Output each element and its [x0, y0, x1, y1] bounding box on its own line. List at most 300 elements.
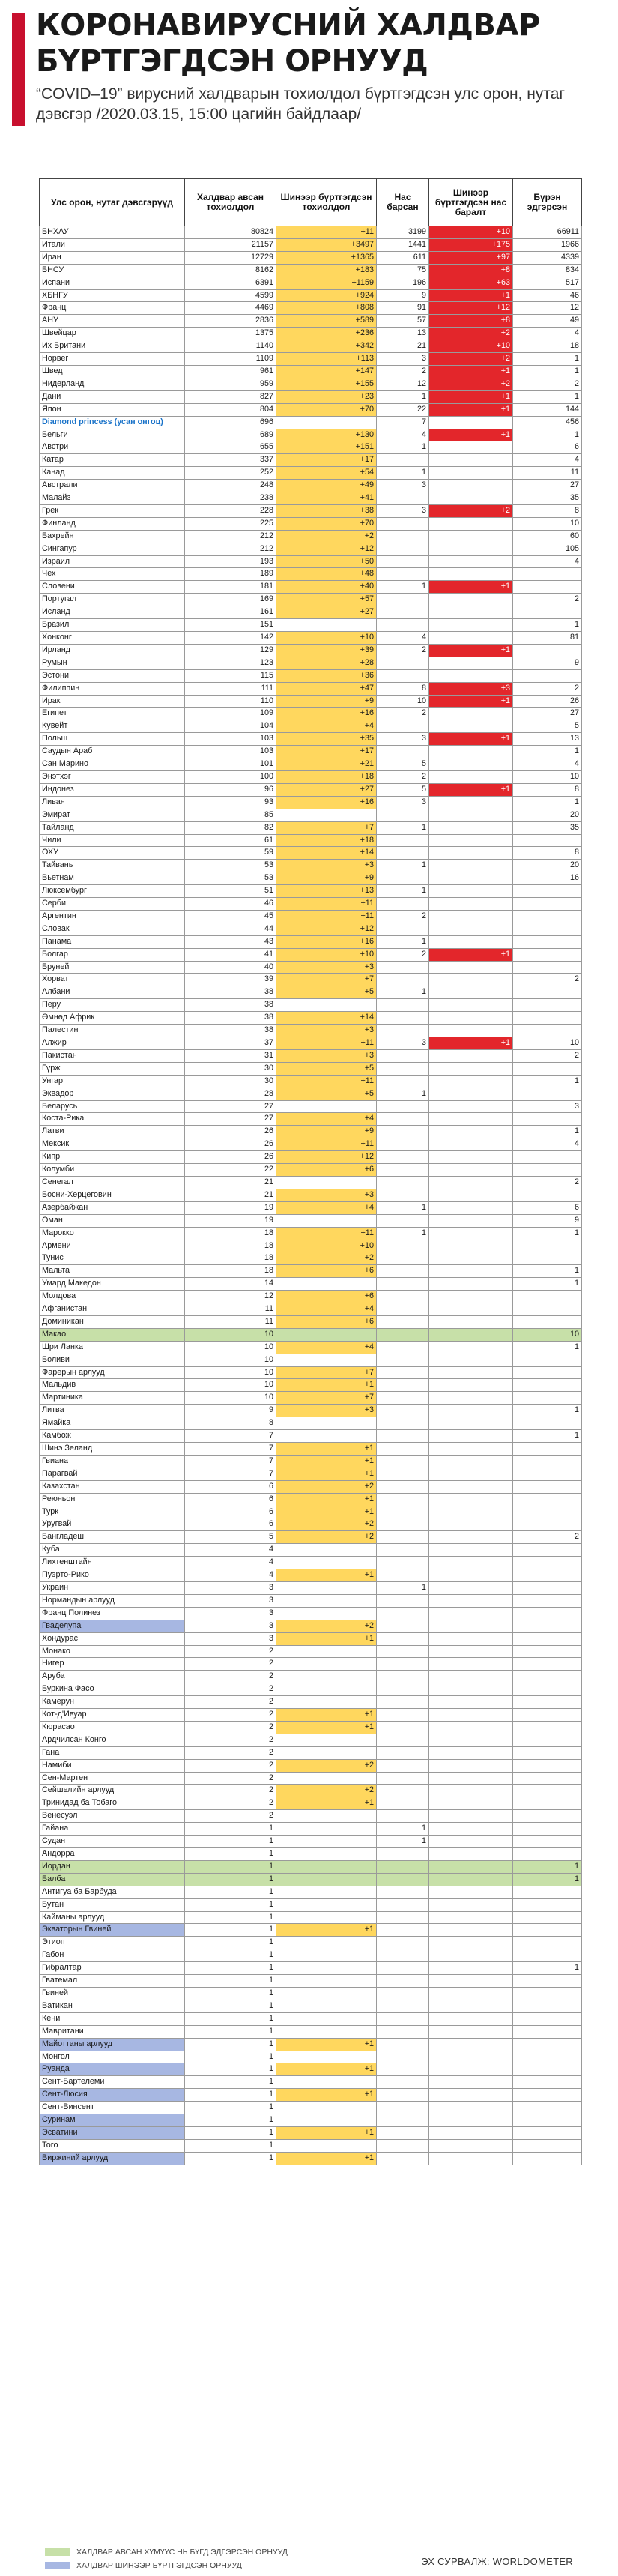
cell-deaths	[377, 809, 429, 821]
cell-country: Словак	[40, 923, 185, 935]
cell-recovered	[513, 606, 582, 619]
cell-new-deaths	[429, 1987, 513, 2000]
cell-deaths	[377, 2139, 429, 2152]
cell-deaths	[377, 1303, 429, 1316]
cell-recovered	[513, 2102, 582, 2114]
cell-recovered: 18	[513, 340, 582, 353]
cell-deaths	[377, 898, 429, 911]
table-row	[40, 1291, 582, 1303]
cell-new-cases: +7	[276, 821, 377, 834]
cell-deaths	[377, 2152, 429, 2165]
cell-deaths	[377, 1620, 429, 1632]
cell-new-cases: +7	[276, 1366, 377, 1379]
cell-country: Шри Ланка	[40, 1341, 185, 1354]
cell-country: Люксембург	[40, 885, 185, 898]
cell-recovered	[513, 1480, 582, 1493]
cell-new-deaths	[429, 935, 513, 948]
cell-new-deaths	[429, 1924, 513, 1937]
table-row	[40, 1303, 582, 1316]
cell-new-deaths	[429, 492, 513, 505]
cell-recovered: 2	[513, 1176, 582, 1189]
cell-total-cases: 59	[185, 847, 276, 860]
cell-total-cases: 1	[185, 1962, 276, 1975]
cell-country: Бразил	[40, 619, 185, 632]
cell-recovered: 1966	[513, 238, 582, 251]
table-row	[40, 1759, 582, 1772]
cell-new-deaths	[429, 1823, 513, 1836]
cell-total-cases: 1	[185, 2076, 276, 2089]
cell-total-cases: 1	[185, 1949, 276, 1962]
cell-deaths: 1	[377, 885, 429, 898]
cell-new-deaths	[429, 1126, 513, 1138]
cell-deaths	[377, 746, 429, 758]
cell-new-cases: +35	[276, 733, 377, 746]
cell-country: Малайз	[40, 492, 185, 505]
cell-new-cases: +589	[276, 315, 377, 328]
cell-total-cases: 18	[185, 1227, 276, 1240]
cell-new-cases	[276, 2012, 377, 2025]
cell-deaths	[377, 1911, 429, 1924]
table-row	[40, 1176, 582, 1189]
cell-new-deaths	[429, 986, 513, 999]
cell-country: Кайманы арлууд	[40, 1911, 185, 1924]
cell-recovered: 1	[513, 429, 582, 441]
cell-recovered: 12	[513, 302, 582, 315]
cell-deaths	[377, 1772, 429, 1785]
cell-recovered	[513, 898, 582, 911]
cell-deaths	[377, 1075, 429, 1088]
cell-new-cases: +183	[276, 264, 377, 277]
cell-country: Турк	[40, 1506, 185, 1518]
cell-deaths	[377, 1265, 429, 1278]
cell-new-deaths	[429, 1328, 513, 1341]
cell-deaths	[377, 1189, 429, 1201]
cell-new-cases: +236	[276, 328, 377, 340]
cell-new-deaths	[429, 1531, 513, 1544]
cell-recovered	[513, 581, 582, 594]
cell-new-cases: +1	[276, 2152, 377, 2165]
table-row	[40, 2089, 582, 2102]
cell-new-deaths	[429, 1696, 513, 1709]
cell-total-cases: 4	[185, 1557, 276, 1569]
cell-recovered	[513, 1721, 582, 1734]
cell-new-deaths	[429, 1721, 513, 1734]
cell-country: Франц	[40, 302, 185, 315]
cell-new-cases: +3	[276, 860, 377, 872]
table-row	[40, 606, 582, 619]
table-row	[40, 390, 582, 403]
cell-total-cases: 142	[185, 632, 276, 645]
cell-country: Намиби	[40, 1759, 185, 1772]
cell-recovered: 6	[513, 441, 582, 454]
cell-new-deaths	[429, 1062, 513, 1075]
table-row	[40, 1417, 582, 1430]
cell-new-deaths	[429, 1785, 513, 1797]
cell-new-deaths	[429, 606, 513, 619]
table-row	[40, 492, 582, 505]
table-row	[40, 1075, 582, 1088]
cell-new-cases: +130	[276, 429, 377, 441]
cell-recovered: 26	[513, 695, 582, 708]
cell-total-cases: 10	[185, 1328, 276, 1341]
cell-country: Нормандын арлууд	[40, 1594, 185, 1607]
cell-deaths	[377, 1886, 429, 1898]
cell-new-cases	[276, 1836, 377, 1848]
cell-new-deaths	[429, 416, 513, 429]
cell-new-cases	[276, 1354, 377, 1366]
table-row	[40, 1227, 582, 1240]
cell-total-cases: 5	[185, 1531, 276, 1544]
cell-deaths	[377, 1506, 429, 1518]
cell-deaths	[377, 1671, 429, 1683]
cell-country: Румын	[40, 657, 185, 669]
cell-total-cases: 189	[185, 568, 276, 581]
table-row	[40, 1772, 582, 1785]
cell-new-cases: +1365	[276, 251, 377, 264]
cell-total-cases: 51	[185, 885, 276, 898]
cell-deaths	[377, 1493, 429, 1506]
cell-new-deaths	[429, 1671, 513, 1683]
cell-country: Гватемал	[40, 1975, 185, 1988]
cell-new-deaths	[429, 1405, 513, 1417]
cell-new-deaths: +175	[429, 238, 513, 251]
cell-total-cases: 2	[185, 1709, 276, 1722]
cell-recovered	[513, 1113, 582, 1126]
cell-new-cases	[276, 1544, 377, 1557]
cell-recovered	[513, 1557, 582, 1569]
cell-deaths	[377, 1240, 429, 1252]
cell-deaths	[377, 1113, 429, 1126]
cell-new-deaths: +97	[429, 251, 513, 264]
cell-recovered	[513, 1848, 582, 1861]
cell-total-cases: 21157	[185, 238, 276, 251]
cell-new-cases: +40	[276, 581, 377, 594]
cell-country: Кени	[40, 2012, 185, 2025]
cell-new-cases: +2	[276, 1518, 377, 1531]
cell-new-deaths: +1	[429, 581, 513, 594]
cell-recovered: 1	[513, 353, 582, 366]
cell-recovered	[513, 2076, 582, 2089]
table-row	[40, 1569, 582, 1582]
cell-country: Швейцар	[40, 328, 185, 340]
cell-recovered	[513, 1315, 582, 1328]
cell-new-deaths	[429, 1480, 513, 1493]
table-row	[40, 2012, 582, 2025]
cell-new-deaths: +63	[429, 277, 513, 289]
table-row	[40, 1493, 582, 1506]
cell-new-deaths	[429, 1240, 513, 1252]
cell-recovered: 8	[513, 847, 582, 860]
accent-bar	[12, 13, 25, 126]
cell-new-deaths	[429, 1366, 513, 1379]
table-row	[40, 480, 582, 492]
cell-country: Сент-Бартелеми	[40, 2076, 185, 2089]
cell-new-cases: +10	[276, 632, 377, 645]
cell-new-deaths	[429, 657, 513, 669]
cell-new-deaths	[429, 669, 513, 682]
cell-new-cases: +12	[276, 923, 377, 935]
cell-recovered: 2	[513, 594, 582, 606]
table-row	[40, 898, 582, 911]
cell-deaths	[377, 1721, 429, 1734]
cell-total-cases: 1	[185, 2126, 276, 2139]
cell-total-cases: 21	[185, 1189, 276, 1201]
cell-new-deaths	[429, 860, 513, 872]
cell-country: Нидерланд	[40, 378, 185, 390]
table-row	[40, 1506, 582, 1518]
cell-recovered: 5	[513, 720, 582, 733]
cell-new-deaths: +3	[429, 682, 513, 695]
cell-new-deaths	[429, 1860, 513, 1873]
cell-recovered	[513, 923, 582, 935]
cell-new-deaths: +1	[429, 644, 513, 657]
cell-recovered	[513, 2051, 582, 2063]
cell-deaths: 57	[377, 315, 429, 328]
cell-new-deaths	[429, 2012, 513, 2025]
cell-new-cases: +17	[276, 454, 377, 467]
cell-new-deaths	[429, 910, 513, 923]
cell-country: Перу	[40, 999, 185, 1012]
cell-deaths	[377, 2051, 429, 2063]
cell-recovered	[513, 1164, 582, 1177]
cell-recovered	[513, 1607, 582, 1620]
table-row	[40, 1848, 582, 1861]
cell-new-deaths	[429, 1075, 513, 1088]
cell-total-cases: 4	[185, 1544, 276, 1557]
cell-recovered	[513, 1746, 582, 1759]
cell-new-deaths	[429, 923, 513, 935]
cell-total-cases: 26	[185, 1151, 276, 1164]
cell-country: Египет	[40, 708, 185, 720]
cell-new-cases	[276, 1886, 377, 1898]
table-row	[40, 733, 582, 746]
cell-recovered	[513, 1291, 582, 1303]
cell-deaths	[377, 1975, 429, 1988]
cell-total-cases: 80824	[185, 226, 276, 239]
cell-country: Дани	[40, 390, 185, 403]
cell-total-cases: 181	[185, 581, 276, 594]
cell-recovered	[513, 2063, 582, 2076]
column-header-new-cases: Шинээр бүртгэгдсэн тохиолдол	[276, 179, 377, 226]
cell-new-deaths	[429, 480, 513, 492]
cell-total-cases: 45	[185, 910, 276, 923]
cell-recovered: 4339	[513, 251, 582, 264]
cell-total-cases: 4469	[185, 302, 276, 315]
cell-new-cases: +1	[276, 1721, 377, 1734]
cell-recovered	[513, 1734, 582, 1746]
cell-new-cases: +1	[276, 1632, 377, 1645]
cell-new-cases: +924	[276, 289, 377, 302]
cell-new-deaths	[429, 758, 513, 771]
cell-recovered	[513, 2139, 582, 2152]
cell-new-deaths	[429, 1417, 513, 1430]
cell-new-deaths	[429, 796, 513, 809]
cell-recovered	[513, 1823, 582, 1836]
cell-total-cases: 337	[185, 454, 276, 467]
table-row	[40, 2038, 582, 2051]
cell-new-cases	[276, 2076, 377, 2089]
cell-new-cases: +10	[276, 1240, 377, 1252]
table-row	[40, 2000, 582, 2012]
cell-country: Казахстан	[40, 1480, 185, 1493]
cell-recovered	[513, 644, 582, 657]
table-row	[40, 1265, 582, 1278]
cell-total-cases: 39	[185, 974, 276, 986]
cell-deaths	[377, 1898, 429, 1911]
cell-new-cases: +3497	[276, 238, 377, 251]
cell-new-deaths	[429, 834, 513, 847]
cell-new-deaths	[429, 847, 513, 860]
cell-country: Иран	[40, 251, 185, 264]
cell-country: Сент-Винсент	[40, 2102, 185, 2114]
cell-recovered	[513, 834, 582, 847]
cell-country: Чех	[40, 568, 185, 581]
cell-new-cases: +49	[276, 480, 377, 492]
table-row	[40, 289, 582, 302]
cell-new-cases: +7	[276, 974, 377, 986]
cell-recovered: 3	[513, 1100, 582, 1113]
cell-new-cases	[276, 2139, 377, 2152]
cell-total-cases: 41	[185, 948, 276, 961]
cell-deaths	[377, 872, 429, 885]
cell-recovered: 2	[513, 378, 582, 390]
cell-new-deaths	[429, 872, 513, 885]
table-row	[40, 2152, 582, 2165]
cell-country: Ардчилсан Конго	[40, 1734, 185, 1746]
cell-new-deaths	[429, 1620, 513, 1632]
cell-new-deaths	[429, 746, 513, 758]
cell-new-deaths	[429, 1227, 513, 1240]
column-header-deaths: Нас барсан	[377, 179, 429, 226]
cell-total-cases: 43	[185, 935, 276, 948]
cell-new-cases: +4	[276, 1201, 377, 1214]
cell-country: Тринидад ба Тобаго	[40, 1797, 185, 1810]
cell-total-cases: 689	[185, 429, 276, 441]
cell-deaths	[377, 2089, 429, 2102]
cell-recovered	[513, 910, 582, 923]
table-row	[40, 669, 582, 682]
cases-table	[39, 178, 582, 2165]
cell-country: БНХАУ	[40, 226, 185, 239]
cell-country: Энэтхэг	[40, 770, 185, 783]
cell-country: Эмират	[40, 809, 185, 821]
cell-recovered	[513, 1949, 582, 1962]
cell-total-cases: 10	[185, 1366, 276, 1379]
cell-country: Фарерын арлууд	[40, 1366, 185, 1379]
cell-recovered	[513, 1759, 582, 1772]
cell-new-deaths	[429, 1898, 513, 1911]
cell-deaths	[377, 974, 429, 986]
cell-recovered: 1	[513, 1075, 582, 1088]
table-row	[40, 1189, 582, 1201]
cell-recovered	[513, 986, 582, 999]
cell-total-cases: 1	[185, 2139, 276, 2152]
table-row	[40, 302, 582, 315]
cell-deaths: 1	[377, 441, 429, 454]
cell-deaths	[377, 1291, 429, 1303]
cell-new-cases: +6	[276, 1315, 377, 1328]
table-row	[40, 1581, 582, 1594]
cell-new-cases	[276, 809, 377, 821]
cell-new-deaths	[429, 2025, 513, 2038]
table-row	[40, 403, 582, 416]
cell-new-deaths: +1	[429, 365, 513, 378]
cell-country: Ливан	[40, 796, 185, 809]
cell-total-cases: 27	[185, 1113, 276, 1126]
cell-country: Буркина Фасо	[40, 1683, 185, 1696]
cell-total-cases: 30	[185, 1075, 276, 1088]
cell-deaths	[377, 1417, 429, 1430]
cell-recovered: 834	[513, 264, 582, 277]
cell-deaths	[377, 1949, 429, 1962]
table-row	[40, 555, 582, 568]
cell-deaths	[377, 1315, 429, 1328]
cell-new-cases: +4	[276, 720, 377, 733]
cell-total-cases: 12729	[185, 251, 276, 264]
cell-country: Бангладеш	[40, 1531, 185, 1544]
page-subtitle: “COVID–19” вирусний халдварын тохиолдол бүртгэгдсэн улс орон, нутаг дэвсгэр /2020.03.15, 15:00 цагийн байдлаар/	[36, 85, 566, 123]
cell-new-cases	[276, 1860, 377, 1873]
cell-total-cases: 12	[185, 1291, 276, 1303]
cell-total-cases: 38	[185, 999, 276, 1012]
cell-new-cases	[276, 1581, 377, 1594]
cell-total-cases: 248	[185, 480, 276, 492]
cell-new-deaths	[429, 885, 513, 898]
cell-new-deaths	[429, 708, 513, 720]
cell-deaths	[377, 1278, 429, 1291]
cell-new-deaths: +1	[429, 695, 513, 708]
cell-country: Венесуэл	[40, 1810, 185, 1823]
cell-new-cases: +1	[276, 1569, 377, 1582]
cell-total-cases: 3	[185, 1594, 276, 1607]
cell-new-cases	[276, 1696, 377, 1709]
cell-recovered: 27	[513, 708, 582, 720]
cell-new-deaths	[429, 1341, 513, 1354]
table-row	[40, 948, 582, 961]
cell-recovered	[513, 1366, 582, 1379]
cell-total-cases: 11	[185, 1315, 276, 1328]
cell-country: Индонез	[40, 783, 185, 796]
cell-country: Гвиней	[40, 1987, 185, 2000]
cell-recovered: 11	[513, 467, 582, 480]
cell-deaths	[377, 999, 429, 1012]
cell-new-deaths	[429, 1100, 513, 1113]
table-row	[40, 1886, 582, 1898]
cell-recovered	[513, 2000, 582, 2012]
cell-country: Мексик	[40, 1138, 185, 1151]
cell-recovered: 4	[513, 555, 582, 568]
table-row	[40, 885, 582, 898]
table-row	[40, 708, 582, 720]
cell-new-cases	[276, 1214, 377, 1227]
table-row	[40, 1645, 582, 1658]
cell-deaths: 1	[377, 1227, 429, 1240]
cell-deaths: 3	[377, 733, 429, 746]
cell-country: Макао	[40, 1328, 185, 1341]
cell-recovered	[513, 1379, 582, 1392]
cell-deaths	[377, 1443, 429, 1456]
cell-new-cases: +57	[276, 594, 377, 606]
cell-recovered	[513, 1088, 582, 1100]
table-row	[40, 315, 582, 328]
cell-new-cases: +6	[276, 1164, 377, 1177]
table-row	[40, 1201, 582, 1214]
cell-total-cases: 827	[185, 390, 276, 403]
cell-country: АНУ	[40, 315, 185, 328]
cell-new-cases: +4	[276, 1303, 377, 1316]
cell-recovered	[513, 1658, 582, 1671]
cell-country: Бутан	[40, 1898, 185, 1911]
